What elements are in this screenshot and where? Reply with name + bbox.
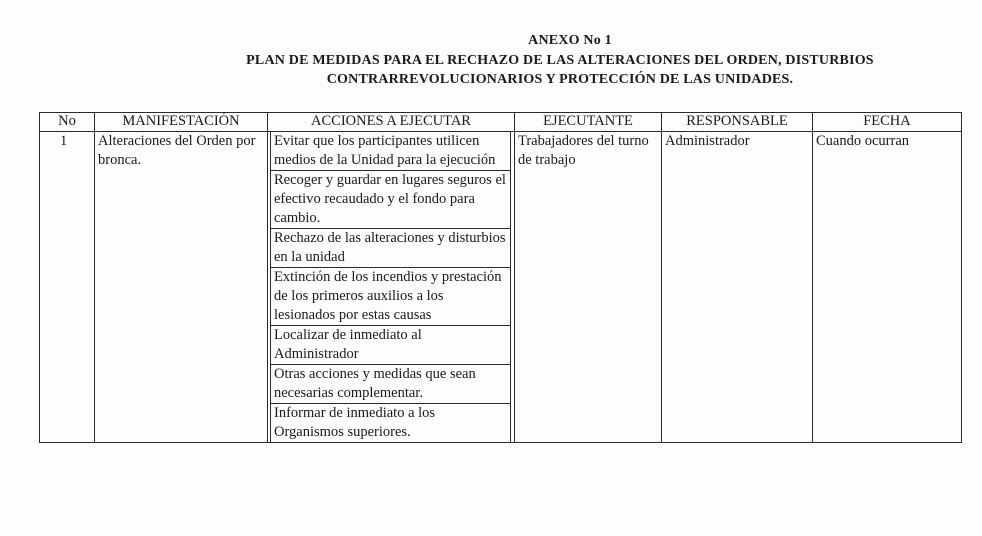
plan-title-line-2: CONTRARREVOLUCIONARIOS Y PROTECCIÓN DE LAS UNIDADES. — [326, 72, 794, 87]
col-header-acciones: ACCIONES A EJECUTAR — [268, 113, 515, 132]
cell-acciones — [268, 132, 515, 443]
table-row — [40, 132, 962, 443]
action-item: Localizar de inmediato al Administrador — [270, 326, 511, 365]
col-header-responsable: RESPONSABLE — [662, 113, 813, 132]
col-header-manifestacion: MANIFESTACIÓN — [95, 113, 268, 132]
col-header-ejecutante: EJECUTANTE — [515, 113, 662, 132]
actions-list — [270, 132, 511, 442]
action-item: Extinción de los incendios y prestación de los primeros auxilios a los lesionados por estas causas — [270, 268, 511, 326]
cell-fecha: Cuando ocurran — [813, 132, 962, 443]
col-header-fecha: FECHA — [813, 113, 962, 132]
cell-responsable: Administrador — [662, 132, 813, 443]
action-item: Recoger y guardar en lugares seguros el efectivo recaudado y el fondo para cambio. — [270, 171, 511, 229]
annex-title: ANEXO No 1 — [528, 33, 612, 48]
cell-ejecutante: Trabajadores del turno de trabajo — [515, 132, 662, 443]
action-item: Evitar que los participantes utilicen medios de la Unidad para la ejecución — [270, 132, 511, 171]
action-item: Informar de inmediato a los Organismos superiores. — [270, 404, 511, 442]
table-header-row — [40, 113, 962, 132]
cell-manifestacion: Alteraciones del Orden por bronca. — [95, 132, 268, 443]
action-item: Otras acciones y medidas que sean necesarias complementar. — [270, 365, 511, 404]
plan-title-line-1: PLAN DE MEDIDAS PARA EL RECHAZO DE LAS ALTERACIONES DEL ORDEN, DISTURBIOS — [246, 53, 874, 68]
cell-no: 1 — [40, 132, 95, 443]
measures-table — [39, 112, 962, 443]
action-item: Rechazo de las alteraciones y disturbios en la unidad — [270, 229, 511, 268]
col-header-no: No — [40, 113, 95, 132]
